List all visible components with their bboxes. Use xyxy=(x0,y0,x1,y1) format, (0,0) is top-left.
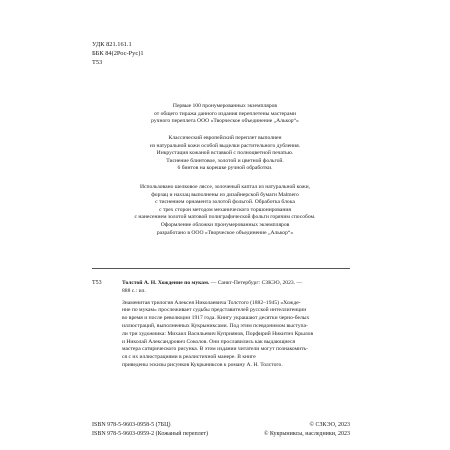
binding-note-line: из натуральной кожи особой выделки растительного дубления. xyxy=(149,142,301,149)
bbk-code: ББК 84(2Рос-Рус)1 xyxy=(92,50,144,57)
divider-rule xyxy=(92,268,350,269)
materials-note-line: Оформление обложки пронумерованных экземпляров xyxy=(160,221,290,228)
edition-note xyxy=(80,103,370,126)
copyright-block xyxy=(264,421,350,438)
materials-note-line: с трех сторон методом механического торшонирования xyxy=(159,206,291,213)
annotation-line: иллюстраций, выполненных Кукрыниксами. Под этим псевдонимом выступа- xyxy=(122,322,308,329)
udk-code: УДК 821.161.1 xyxy=(92,41,132,48)
annotation-line: приведены эскизы рисунков Кукрыниксов к роману А. Н. Толстого. xyxy=(122,361,283,368)
binding-note-line: Классический европейский переплет выполнен xyxy=(168,135,282,141)
author-mark: Т53 xyxy=(92,59,103,66)
copyright-line: © Кукрыниксы, наследники, 2023 xyxy=(263,430,350,437)
annotation-line: ние по мукам» прослеживает судьбы представителей русской интеллигенции xyxy=(122,307,307,314)
edition-note-line: от общего тиража данного издания переплетены мастерами xyxy=(154,110,296,117)
materials-note-line: разработано в ООО «Творческое объединение „Алькор“» xyxy=(156,229,294,236)
copyright-line: © СЗКЭО, 2023 xyxy=(309,422,350,428)
binding-note xyxy=(80,135,370,173)
materials-note-line: форзац и нахзац выполнены из дизайнерской бумаги Malmero xyxy=(151,191,299,198)
classification-codes xyxy=(92,40,144,67)
imprint-info: — Санкт-Петербург: СЗКЭО, 2023. — xyxy=(209,280,303,286)
edition-note-line: Первые 100 пронумерованных экземпляров xyxy=(172,103,278,109)
annotation-line: ли три художника: Михаил Васильевич Куприянов, Порфирий Никитич Крылов xyxy=(122,330,314,337)
annotation-line: и Николай Александрович Соколов. Они прославились как выдающиеся xyxy=(122,338,296,345)
catalog-code: Т53 xyxy=(92,280,102,286)
page-count: 888 с.: ил. xyxy=(122,287,146,294)
binding-note-line: Инкрустация кожаной вставкой с полноцветной печатью. xyxy=(156,150,294,157)
binding-note-line: Тиснение блинтовое, золотой и цветной фольгой. xyxy=(166,157,284,164)
annotation-line: мастера сатирического рисунка. В этом издании читатели могут познакомить- xyxy=(122,346,308,353)
author-title: Толстой А. Н. Хождение по мукам. xyxy=(122,280,210,286)
isbn-block xyxy=(92,421,208,438)
isbn-line: ISBN 978-5-9603-0959-2 (Кожаный переплет) xyxy=(92,430,209,437)
edition-note-line: ручного переплета ООО «Творческое объединение „Алькор“» xyxy=(151,118,299,125)
binding-note-line: 6 бинтов на корешке ручной обработки. xyxy=(177,165,273,172)
annotation-line: ся с их иллюстрациями в реалистичной манере. В книге xyxy=(122,354,256,361)
catalog-entry xyxy=(122,280,350,370)
materials-note xyxy=(80,184,370,237)
catalog-headline xyxy=(122,280,350,288)
materials-note-line: с нанесением золотой матовой полиграфической фольги горячим способом. xyxy=(134,214,316,221)
materials-note-line: с тиснением орнамента золотой фольгой. Обработка блока xyxy=(155,199,295,206)
materials-note-line: Использовано шелковое ляссе, золоченый каптал из натуральной кожи, xyxy=(140,184,310,190)
annotation-line: во время и после революции 1917 года. Книгу украшают десятки черно-белых xyxy=(122,315,310,322)
annotation-line: Знаменитая трилогия Алексея Николаевича Толстого (1882–1945) «Хожде- xyxy=(122,299,301,306)
isbn-line: ISBN 978-5-9603-0958-5 (7БЦ) xyxy=(92,422,171,428)
